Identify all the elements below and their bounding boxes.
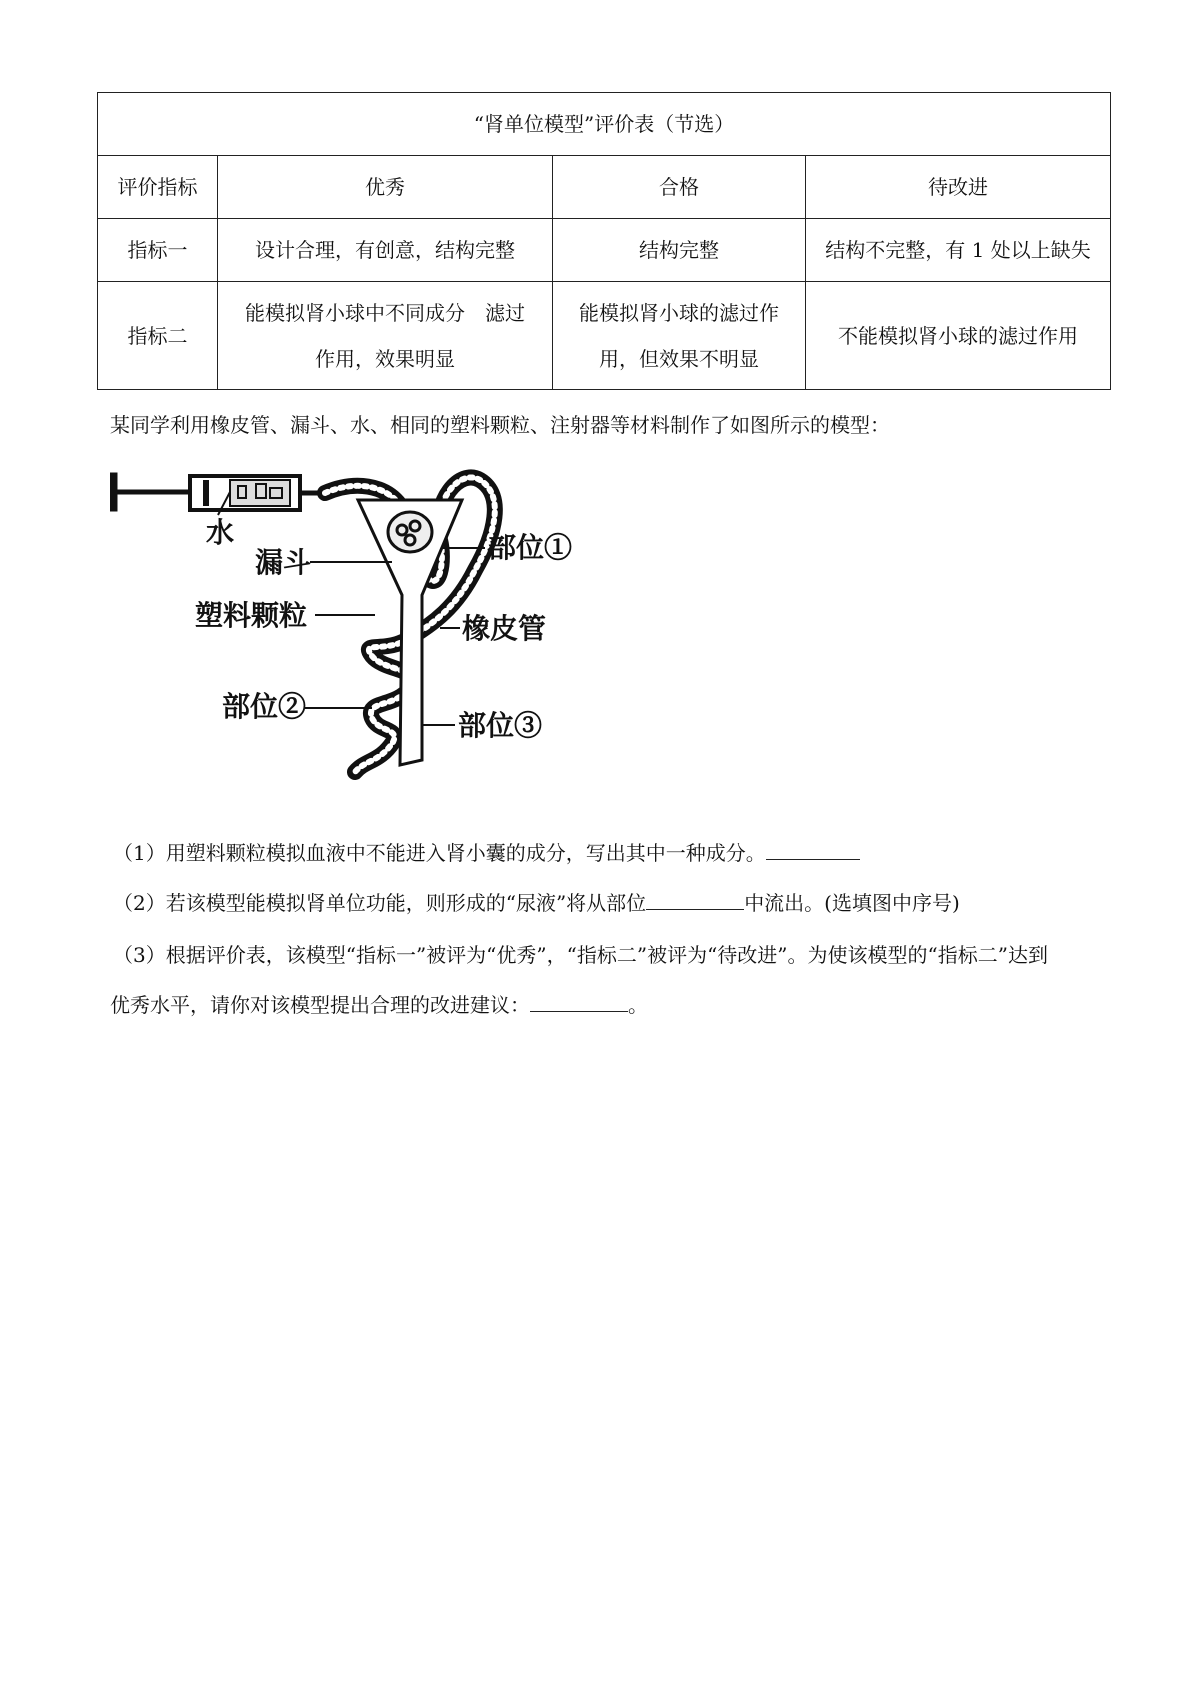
answer-blank-3[interactable] xyxy=(530,991,628,1012)
label-funnel: 漏斗 xyxy=(255,546,312,579)
row2-excellent-line1: 能模拟肾小球中不同成分 滤过 xyxy=(245,300,525,325)
intro-text: 某同学利用橡皮管、漏斗、水、相同的塑料颗粒、注射器等材料制作了如图所示的模型： xyxy=(110,413,890,437)
label-tube: 橡皮管 xyxy=(462,612,547,645)
table-title: “肾单位模型”评价表（节选） xyxy=(98,93,1111,156)
syringe-icon xyxy=(110,474,325,510)
evaluation-table xyxy=(97,92,1111,390)
row2-pass xyxy=(553,282,806,390)
answer-blank-1[interactable] xyxy=(766,839,860,860)
question-2-text-b: 中流出。(选填图中序号) xyxy=(744,891,960,915)
row1-improve: 结构不完整，有 1 处以上缺失 xyxy=(806,219,1111,282)
row2-pass-line2: 用，但效果不明显 xyxy=(599,346,759,371)
question-3-line2 xyxy=(110,990,648,1020)
label-particles: 塑料颗粒 xyxy=(195,599,308,632)
question-3-line1: （3）根据评价表，该模型“指标一”被评为“优秀”，“指标二”被评为“待改进”。为使该模型的“指标二”达到 xyxy=(113,943,1048,967)
header-excellent: 优秀 xyxy=(218,156,553,219)
row1-pass: 结构完整 xyxy=(553,219,806,282)
label-part1: 部位① xyxy=(488,531,573,564)
question-1 xyxy=(113,838,860,868)
label-part2: 部位② xyxy=(222,690,307,723)
question-3-end: 。 xyxy=(628,993,648,1017)
row1-excellent: 设计合理，有创意，结构完整 xyxy=(218,219,553,282)
question-2-text-a: （2）若该模型能模拟肾单位功能，则形成的“尿液”将从部位 xyxy=(113,891,647,915)
header-criteria: 评价指标 xyxy=(98,156,218,219)
label-part3: 部位③ xyxy=(458,709,543,742)
question-3-text-b: 优秀水平，请你对该模型提出合理的改进建议： xyxy=(110,993,530,1017)
row2-pass-line1: 能模拟肾小球的滤过作 xyxy=(579,300,779,325)
header-improve: 待改进 xyxy=(806,156,1111,219)
question-2 xyxy=(113,888,960,918)
row2-improve: 不能模拟肾小球的滤过作用 xyxy=(806,282,1111,390)
answer-blank-2[interactable] xyxy=(646,889,744,910)
label-water: 水 xyxy=(206,516,235,549)
row2-excellent xyxy=(218,282,553,390)
header-pass: 合格 xyxy=(553,156,806,219)
row2-name: 指标二 xyxy=(98,282,218,390)
row2-excellent-line2: 作用，效果明显 xyxy=(315,346,455,371)
row1-name: 指标一 xyxy=(98,219,218,282)
question-1-text: （1）用塑料颗粒模拟血液中不能进入肾小囊的成分，写出其中一种成分。 xyxy=(113,841,766,865)
nephron-model-figure xyxy=(110,460,670,780)
